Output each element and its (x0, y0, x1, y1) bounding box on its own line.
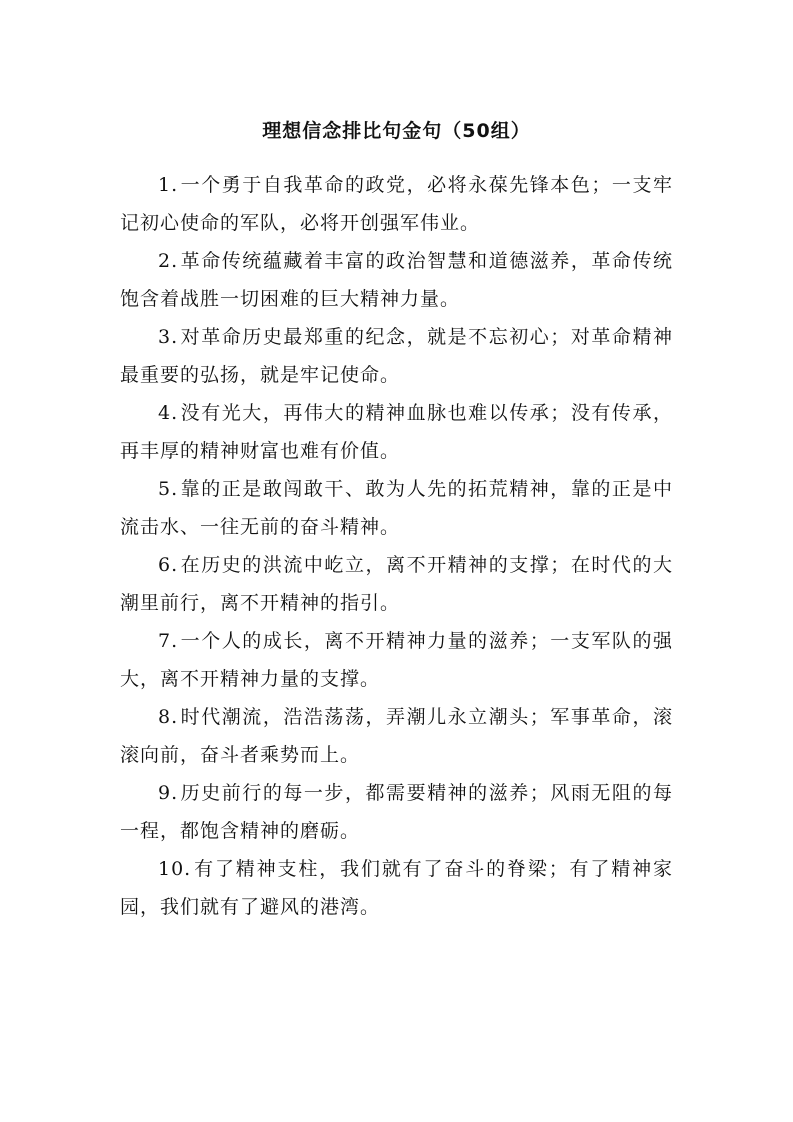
paragraph-6 (120, 546, 673, 622)
paragraph-8 (120, 698, 673, 774)
paragraph-text: 没有光大，再伟大的精神血脉也难以传承；没有传承，再丰厚的精神财富也难有价值。 (120, 402, 673, 462)
paragraph-text: 对革命历史最郑重的纪念，就是不忘初心；对革命精神最重要的弘扬，就是牢记使命。 (120, 326, 673, 386)
paragraph-number: 8. (158, 706, 179, 728)
paragraph-9 (120, 774, 673, 850)
paragraph-text: 在历史的洪流中屹立，离不开精神的支撑；在时代的大潮里前行，离不开精神的指引。 (120, 554, 673, 614)
paragraph-text: 时代潮流，浩浩荡荡，弄潮儿永立潮头；军事革命，滚滚向前，奋斗者乘势而上。 (120, 706, 673, 766)
paragraph-number: 5. (158, 478, 179, 500)
paragraph-4 (120, 394, 673, 470)
paragraph-text: 靠的正是敢闯敢干、敢为人先的拓荒精神，靠的正是中流击水、一往无前的奋斗精神。 (120, 478, 673, 538)
paragraph-5 (120, 470, 673, 546)
paragraph-2 (120, 242, 673, 318)
paragraph-number: 1. (158, 174, 179, 196)
document-body (120, 166, 673, 926)
paragraph-number: 10. (158, 858, 192, 880)
paragraph-text: 一个勇于自我革命的政党，必将永葆先锋本色；一支牢记初心使命的军队，必将开创强军伟业。 (120, 174, 673, 234)
paragraph-text: 历史前行的每一步，都需要精神的滋养；风雨无阻的每一程，都饱含精神的磨砺。 (120, 782, 673, 842)
paragraph-number: 7. (158, 630, 179, 652)
document-title: 理想信念排比句金句（50组） (262, 120, 531, 142)
paragraph-number: 2. (158, 250, 179, 272)
paragraph-text: 革命传统蕴藏着丰富的政治智慧和道德滋养，革命传统饱含着战胜一切困难的巨大精神力量。 (120, 250, 673, 310)
paragraph-1 (120, 166, 673, 242)
paragraph-text: 一个人的成长，离不开精神力量的滋养；一支军队的强大，离不开精神力量的支撑。 (120, 630, 673, 690)
paragraph-3 (120, 318, 673, 394)
paragraph-number: 9. (158, 782, 179, 804)
paragraph-7 (120, 622, 673, 698)
paragraph-10 (120, 850, 673, 926)
paragraph-number: 6. (158, 554, 179, 576)
paragraph-number: 3. (158, 326, 179, 348)
paragraph-number: 4. (158, 402, 179, 424)
paragraph-text: 有了精神支柱，我们就有了奋斗的脊梁；有了精神家园，我们就有了避风的港湾。 (120, 858, 673, 918)
